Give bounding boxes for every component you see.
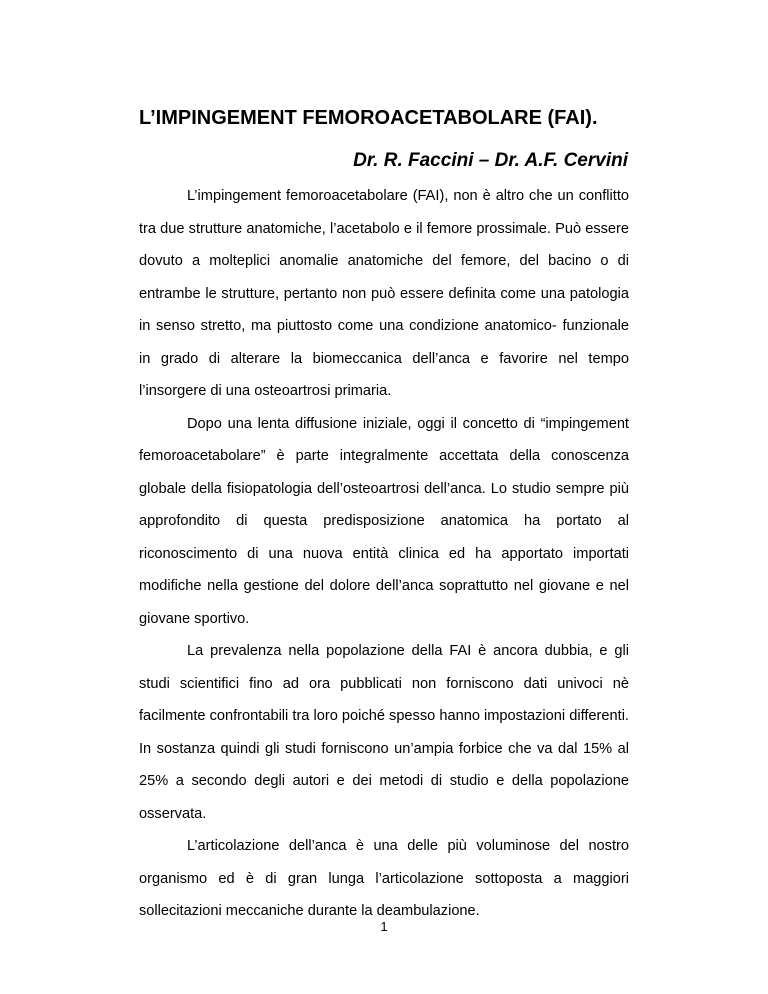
paragraph: L’impingement femoroacetabolare (FAI), non è altro che un conflitto tra due strutture anatomiche, l’acetabolo e il femore prossimale. Può essere dovuto a molteplici anomalie anatomiche del femore, del bacino o di entrambe le strutture, pertanto non può essere definita come una patologia in senso stretto, ma piuttosto come una condizione anatomico- funzionale in grado di alterare la biomeccanica dell’anca e favorire nel tempo l’insorgere di una osteoartrosi primaria. (139, 188, 629, 399)
page-number: 1 (380, 919, 388, 934)
document-body (139, 180, 629, 928)
paragraph: La prevalenza nella popolazione della FAI è ancora dubbia, e gli studi scientifici fino ad ora pubblicati non forniscono dati univoci nè facilmente confrontabili tra loro poiché spesso hanno impostazioni differenti. In sostanza quindi gli studi forniscono un’ampia forbice che va dal 15% al 25% a secondo degli autori e dei metodi di studio e della popolazione osservata. (139, 643, 629, 822)
paragraph: Dopo una lenta diffusione iniziale, oggi il concetto di “impingement femoroacetabolare” è parte integralmente accettata della conoscenza globale della fisiopatologia dell’osteoartrosi dell’anca. Lo studio sempre più approfondito di questa predisposizione anatomica ha portato al riconoscimento di una nuova entità clinica ed ha apportato importati modifiche nella gestione del dolore dell’anca soprattutto nel giovane e nel giovane sportivo. (139, 415, 629, 627)
document-authors: Dr. R. Faccini – Dr. A.F. Cervini (353, 150, 628, 171)
paragraph: L’articolazione dell’anca è una delle più voluminose del nostro organismo ed è di gran lunga l’articolazione sottoposta a maggiori sollecitazioni meccaniche durante la deambulazione. (139, 838, 629, 919)
document-title: L’IMPINGEMENT FEMOROACETABOLARE (FAI). (139, 107, 598, 129)
